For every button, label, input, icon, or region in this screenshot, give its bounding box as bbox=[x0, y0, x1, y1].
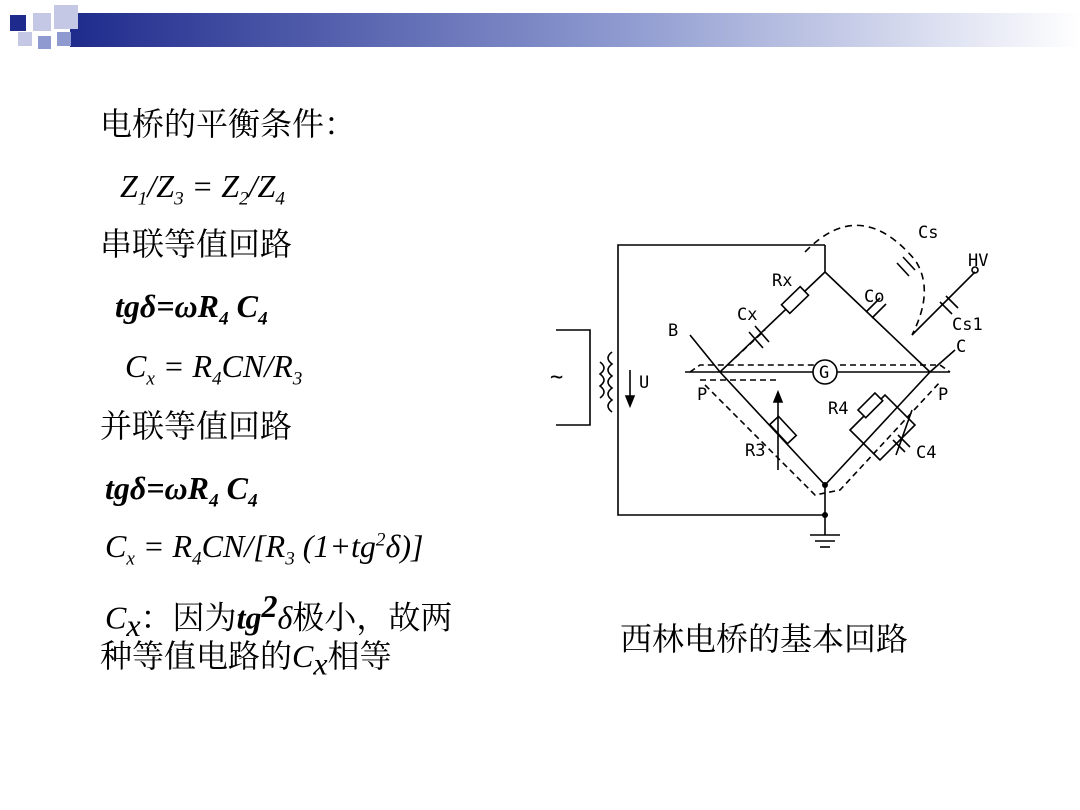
formula-cx-parallel: $C_x = R_4CN/[R_3$ $(1+tg^2\delta)$] bbox=[105, 528, 424, 570]
note-cx-line1: $C_x$：因为$tg^2\delta$极小，故两 bbox=[105, 588, 453, 644]
formula-tg-series: $tg\delta=\omega R_4$ $C_4$ bbox=[115, 288, 268, 330]
transformer-primary-coil bbox=[600, 362, 604, 398]
b-lead bbox=[690, 335, 720, 372]
logo-square bbox=[38, 36, 51, 49]
schering-bridge-diagram bbox=[540, 210, 1000, 570]
label-p-right: P bbox=[938, 385, 949, 405]
formula-balance: $Z_1/Z_3 = Z_2/Z_4$ bbox=[120, 168, 285, 210]
header-bar bbox=[0, 0, 1080, 60]
junction-dot bbox=[822, 482, 828, 488]
heading-balance-condition: 电桥的平衡条件： bbox=[100, 105, 357, 143]
r3-resistor bbox=[770, 416, 797, 443]
shield-line bbox=[690, 365, 815, 372]
cs-capacitor bbox=[897, 263, 909, 276]
junction-dot bbox=[822, 512, 828, 518]
logo-square bbox=[57, 32, 71, 46]
label-cs1: Cs1 bbox=[952, 315, 983, 335]
heading-series-circuit: 串联等值回路 bbox=[100, 225, 293, 263]
logo-square bbox=[33, 13, 51, 31]
cs-capacitor bbox=[903, 257, 915, 270]
label-cs: Cs bbox=[918, 223, 939, 243]
logo-square bbox=[54, 5, 78, 29]
label-r4: R4 bbox=[828, 399, 849, 419]
label-c4: C4 bbox=[916, 443, 937, 463]
heading-parallel-circuit: 并联等值回路 bbox=[100, 407, 293, 445]
label-co: Co bbox=[864, 287, 885, 307]
c4-adjust-arrow bbox=[896, 410, 912, 455]
label-rx: Rx bbox=[772, 271, 793, 291]
cs1-capacitor bbox=[946, 296, 958, 308]
diagram-caption: 西林电桥的基本回路 bbox=[620, 620, 909, 658]
label-g: G bbox=[819, 363, 830, 383]
r4-resistor bbox=[858, 393, 883, 418]
formula-cx-series: $C_x = R_4CN/R_3$ bbox=[125, 348, 303, 390]
label-cx: Cx bbox=[737, 305, 758, 325]
transformer-secondary-coil bbox=[608, 352, 612, 412]
logo-square bbox=[18, 32, 32, 46]
label-b: B bbox=[668, 321, 679, 341]
note-cx-line2: 种等值电路的$C_x$相等 bbox=[100, 637, 392, 682]
logo-square bbox=[10, 15, 26, 31]
label-hv: HV bbox=[968, 251, 989, 271]
cs1-capacitor bbox=[940, 302, 952, 314]
label-p-left: P bbox=[697, 385, 708, 405]
r3-adjust-arrow-head bbox=[774, 392, 782, 402]
label-c: C bbox=[956, 337, 967, 357]
bridge-arm-r4 bbox=[825, 372, 930, 485]
voltage-arrow-head bbox=[626, 396, 634, 406]
c-lead bbox=[930, 350, 955, 372]
cs-stray-path bbox=[805, 225, 924, 335]
formula-tg-parallel: $tg\delta=\omega R_4$ $C_4$ bbox=[105, 470, 258, 512]
label-tilde: ~ bbox=[550, 365, 564, 390]
label-u: U bbox=[639, 373, 650, 393]
label-r3: R3 bbox=[745, 441, 766, 461]
